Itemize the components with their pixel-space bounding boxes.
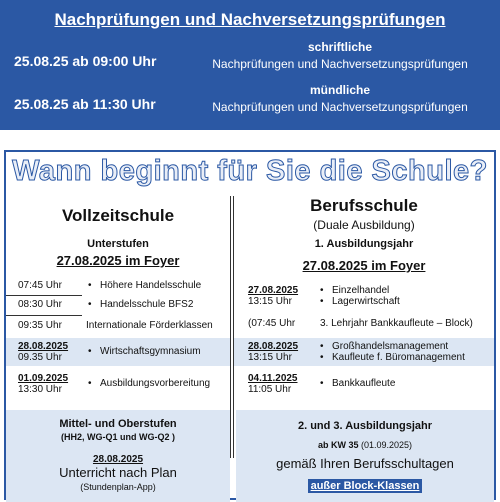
box-badge-wrap (236, 480, 494, 492)
item-time: 13:15 Uhr (248, 352, 292, 363)
box-kw-bold: ab KW 35 (317, 440, 359, 450)
item-desc: Kaufleute f. Büromanagement (332, 352, 465, 363)
exam-banner (0, 0, 500, 130)
banner-type: mündliche (309, 83, 370, 97)
item-desc: Internationale Förderklassen (86, 320, 213, 331)
schedule-section (4, 150, 496, 500)
box-date: 28.08.2025 (92, 454, 144, 465)
item-date: 04.11.2025 (248, 373, 298, 384)
bullet-icon: • (88, 280, 92, 291)
bullet-icon: • (320, 285, 324, 296)
item-desc: Höhere Handelsschule (100, 280, 202, 291)
right-year: 1. Ausbildungsjahr (314, 238, 414, 250)
bullet-icon: • (320, 296, 324, 307)
item-date: 28.08.2025 (18, 341, 69, 352)
list-item (6, 370, 230, 398)
item-desc: 3. Lehrjahr Bankkaufleute – Block) (320, 318, 473, 329)
banner-desc: Nachprüfungen und Nachversetzungsprüfungen (212, 100, 468, 114)
banner-date: 25.08.25 ab 11:30 Uhr (14, 96, 156, 112)
item-time: (07:45 Uhr (248, 318, 296, 329)
item-time: 07:45 Uhr (18, 280, 62, 291)
info-box-left (6, 410, 230, 502)
bullet-icon: • (320, 341, 324, 352)
right-column-title: Berufsschule (310, 196, 418, 215)
row-divider (6, 315, 82, 316)
item-date: 28.08.2025 (248, 341, 299, 352)
right-subtitle: (Duale Ausbildung) (313, 218, 415, 232)
box-note: (Stundenplan-App) (80, 482, 156, 492)
list-item (234, 370, 494, 398)
info-box-right (236, 410, 494, 502)
list-item (234, 316, 494, 332)
item-time: 09.35 Uhr (18, 352, 62, 363)
box-title: 2. und 3. Ausbildungsjahr (297, 420, 433, 432)
item-time: 09:35 Uhr (18, 320, 62, 331)
item-date: 01.09.2025 (18, 373, 69, 384)
banner-row (0, 83, 500, 123)
item-desc: Handelsschule BFS2 (100, 299, 194, 310)
item-desc: Lagerwirtschaft (332, 296, 400, 307)
list-item (234, 282, 494, 310)
item-time: 13:30 Uhr (18, 384, 62, 395)
status-badge: außer Block-Klassen (308, 479, 423, 493)
box-kw-rest: (01.09.2025) (358, 440, 413, 450)
bullet-icon: • (88, 346, 92, 357)
list-item (234, 338, 494, 366)
list-item (6, 278, 230, 294)
bullet-icon: • (88, 299, 92, 310)
list-item (6, 338, 230, 366)
banner-date: 25.08.25 ab 09:00 Uhr (14, 53, 157, 69)
box-kw (236, 440, 494, 450)
banner-row (0, 40, 500, 80)
box-line: Unterricht nach Plan (59, 465, 177, 480)
item-date: 27.08.2025 (248, 285, 299, 296)
item-desc: Großhandelsmanagement (332, 341, 449, 352)
item-time: 08:30 Uhr (18, 299, 62, 310)
box-title: Mittel- und Oberstufen (59, 418, 177, 430)
banner-desc: Nachprüfungen und Nachversetzungsprüfungen (212, 57, 468, 71)
list-item (6, 318, 230, 334)
item-desc: Ausbildungsvorbereitung (100, 378, 211, 389)
box-classes: (HH2, WG-Q1 und WG-Q2 ) (61, 432, 175, 442)
item-time: 11:05 Uhr (248, 384, 292, 395)
item-desc: Wirtschaftsgymnasium (100, 346, 201, 357)
item-time: 13:15 Uhr (248, 296, 292, 307)
left-column-title: Vollzeitschule (61, 206, 175, 225)
row-divider (6, 295, 82, 296)
item-desc: Einzelhandel (332, 285, 390, 296)
left-subtitle: Unterstufen (87, 238, 149, 250)
list-item (6, 297, 230, 313)
banner-title: Nachprüfungen und Nachversetzungsprüfungen (54, 10, 446, 29)
bullet-icon: • (320, 378, 324, 389)
page-title: Wann beginnt für Sie die Schule? (12, 155, 488, 187)
left-foyer-date: 27.08.2025 im Foyer (56, 253, 180, 268)
item-desc: Bankkaufleute (332, 378, 396, 389)
bullet-icon: • (88, 378, 92, 389)
banner-type: schriftliche (307, 40, 373, 54)
box-line: gemäß Ihren Berufsschultagen (276, 456, 454, 471)
bullet-icon: • (320, 352, 324, 363)
right-foyer-date: 27.08.2025 im Foyer (302, 258, 426, 273)
